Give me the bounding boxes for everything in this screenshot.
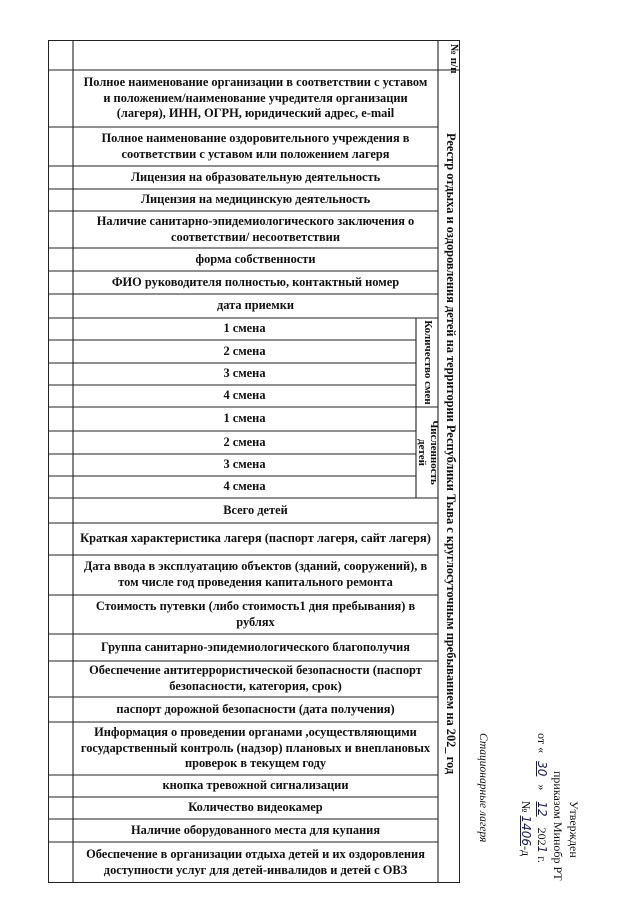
row-alarm-button: кнопка тревожной сигнализации (162, 778, 349, 793)
row-children-shift-1: 1 смена (223, 411, 266, 426)
row-children-shift-3: 3 смена (223, 457, 266, 472)
approval-month: 12 (535, 801, 549, 817)
row-children-shift-4: 4 смена (223, 479, 266, 494)
row-road-safety-passport: паспорт дорожной безопасности (дата получения) (116, 701, 395, 716)
row-children-shift-2: 2 смена (223, 434, 266, 449)
approval-line-1: Утвержден (567, 801, 581, 858)
row-accessibility: Обеспечение в организации отдыха детей и их оздоровления доступности услуг для детей-инвалидов и детей с ОВЗ (86, 846, 425, 877)
approval-number: № 1406-д (519, 801, 533, 857)
row-shift-count-2: 2 смена (223, 343, 266, 358)
row-director-contact: ФИО руководителя полностью, контактный номер (111, 274, 400, 289)
camp-type-subtitle: Стационарные лагеря (477, 733, 489, 843)
row-shift-count-4: 4 смена (223, 388, 266, 403)
approval-day: 30 (535, 761, 549, 777)
row-camp-description: Краткая характеристика лагеря (паспорт лагеря, сайт лагеря) (80, 531, 431, 546)
row-medical-license: Лицензия на медицинскую деятельность (140, 192, 371, 207)
row-shift-count-1: 1 смена (223, 321, 266, 336)
group-label-children-count: Численность детей (416, 420, 440, 485)
row-camera-count: Количество видеокамер (188, 800, 323, 815)
row-camp-name: Полное наименование оздоровительного учреждения в соответствии с уставом или положением лагеря (101, 130, 410, 161)
row-swimming-place: Наличие оборудованного места для купания (130, 822, 381, 837)
row-inspections-info: Информация о проведении органами ,осуществляющими государственный контроль (надзор) плановых и внеплановых проверок в текущем году (80, 724, 431, 771)
row-sanitary-group: Группа санитарно-эпидемиологического благополучия (100, 639, 411, 654)
row-antiterror-security: Обеспечение антитеррористической безопасности (паспорт безопасности, категория, срок) (89, 663, 422, 693)
row-shift-count-3: 3 смена (223, 366, 266, 381)
row-voucher-price: Стоимость путевки (либо стоимость1 дня пребывания) в рублях (95, 598, 416, 629)
row-education-license: Лицензия на образовательную деятельность (130, 169, 381, 184)
row-number-header: № п/п (448, 44, 460, 74)
row-acceptance-date: дата приемки (216, 298, 295, 313)
registry-title: Реестр отдыха и оздоровления детей на территории Республики Тыва с круглосуточным пребыванием на 202_ год (444, 133, 458, 775)
group-label-shift-count: Количество смен (421, 320, 434, 405)
row-commissioning-date: Дата ввода в эксплуатацию объектов (зданий, сооружений), в том числе год проведения капитального ремонта (83, 559, 428, 589)
approval-line-3: от « 30 » 12 2021 г. (535, 733, 549, 863)
row-sanitary-conclusion: Наличие санитарно-эпидемиологического заключения о соответствии/ несоответствии (96, 213, 415, 244)
row-organization-name: Полное наименование организации в соответствии с уставом и положением/наименование учредителя организации (лагеря), ИНН, ОГРН, юридический адрес, e-mail (83, 74, 428, 121)
approval-line-2: приказом Минобр РТ (551, 771, 565, 881)
row-total-children: Всего детей (223, 502, 288, 517)
row-ownership-form: форма собственности (195, 251, 316, 266)
